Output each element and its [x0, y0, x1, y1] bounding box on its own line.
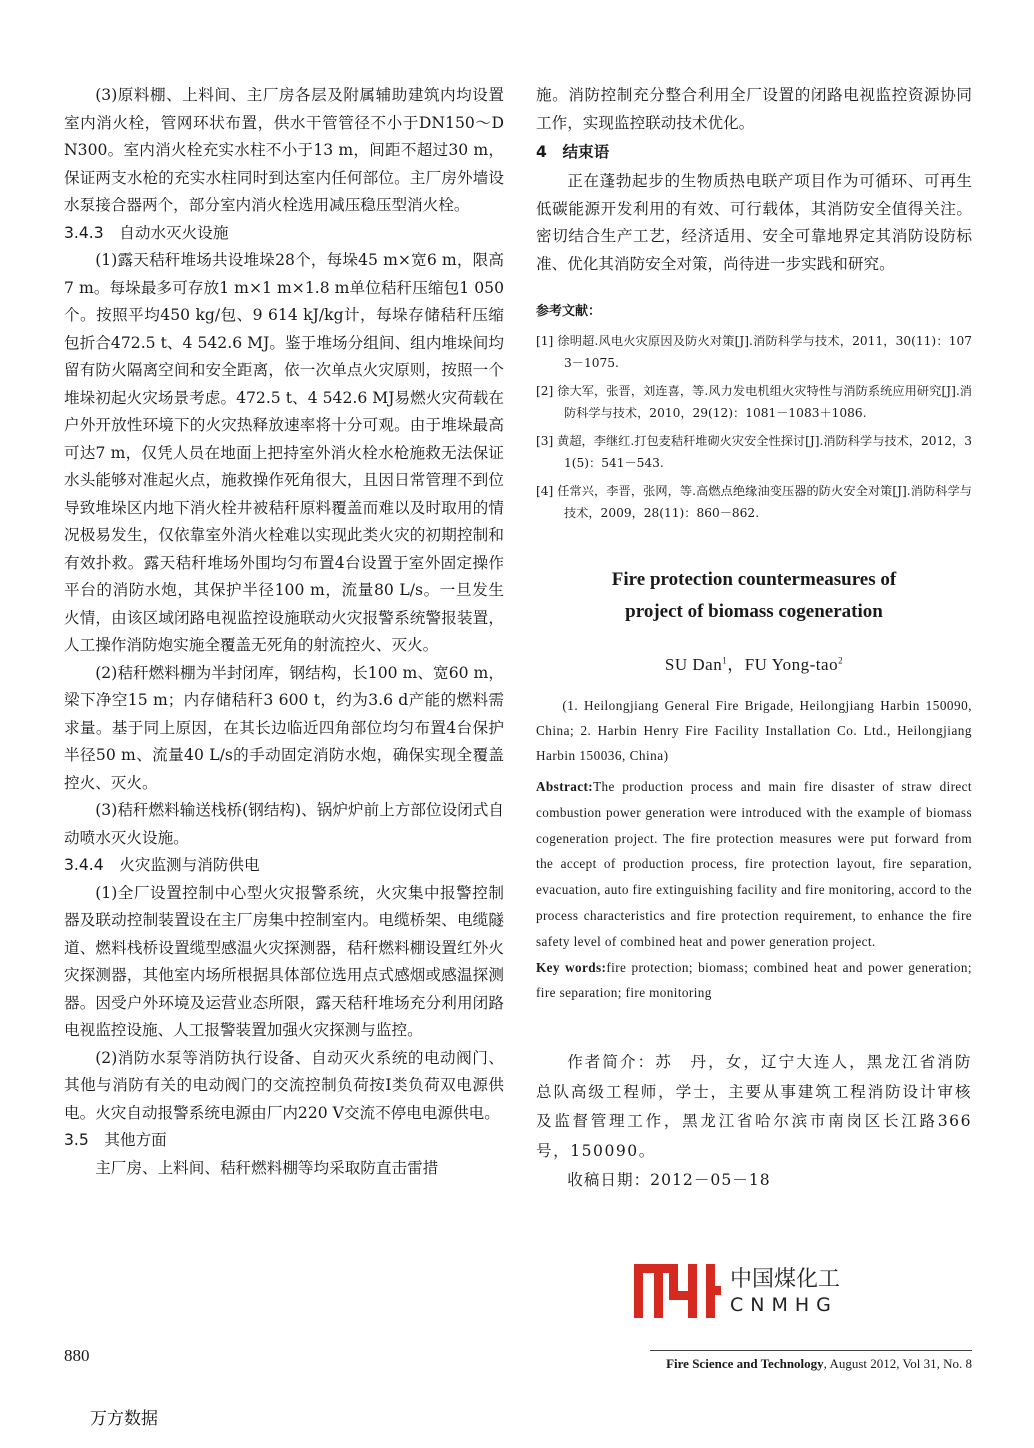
keywords-text: fire protection; biomass; combined heat and power generation; fire separation; fire monitoring	[536, 959, 972, 1001]
page-number: 880	[64, 1346, 90, 1365]
english-authors	[536, 650, 972, 675]
reference-item: [4] 任常兴，李晋，张网，等.高燃点绝缘油变压器的防火安全对策[J].消防科学与技术，2009，28(11)：860－862.	[536, 484, 972, 520]
paragraph-fuel-shed: (2)秸秆燃料棚为半封闭库，钢结构，长100 m、宽60 m，梁下净空15 m；内存储秸秆3 600 t，约为3.6 d产能的燃料需求量。基于同上原因，在其长边临近四角部位均匀布置4台保护半径50 m、流量40 L/s的手动固定消防水炮，确保实现全覆盖控火、灭火。	[64, 663, 504, 792]
footer-divider	[650, 1350, 972, 1351]
paragraph-fire-alarm: (1)全厂设置控制中心型火灾报警系统，火灾集中报警控制器及联动控制装置设在主厂房集中控制室内。电缆桥架、电缆隧道、燃料栈桥设置缆型感温火灾探测器，秸秆燃料棚设置红外火灾探测器，其他室内场所根据具体部位选用点式感烟或感温探测器。因受户外环境及运营业态所限，露天秸秆堆场充分利用闭路电视监控设施、人工报警装置加强火灾探测与监控。	[64, 883, 504, 1039]
author-bio: 作者简介：苏 丹，女，辽宁大连人，黑龙江省消防总队高级工程师，学士，主要从事建筑工程消防设计审核及监督管理工作，黑龙江省哈尔滨市南岗区长江路366号，150090。	[536, 1053, 972, 1160]
logo-text-cn: 中国煤化工	[730, 1267, 841, 1292]
author-2-affiliation-mark: 2	[838, 655, 844, 666]
abstract	[536, 774, 972, 955]
affiliations: (1. Heilongjiang General Fire Brigade, Heilongjiang Harbin 150090, China; 2. Harbin Henry Fire Facility Installation Co. Ltd., Heilongjiang Harbin 150036, China)	[536, 698, 972, 763]
paragraph-straw-yard: (1)露天秸秆堆场共设堆垛28个，每垛45 m×宽6 m，限高7 m。每垛最多可存放1 m×1 m×1.8 m单位秸秆压缩包1 050个。按照平均450 kg/包、9 614 kJ/kg计，每垛存储秸秆压缩包折合472.5 t、4 542.6 MJ。鉴于堆场分组间、组内堆垛间均留有防火隔离空间和安全距离，依一次单点火灾原则，按照一个堆垛初起火灾场景考虑。472.5 t、4 542.6 MJ易燃火灾荷载在户外开放性环境下的火灾热释放速率将十分可观。由于堆垛最高可达7 m，仅凭人员在地面上把持室外消火栓水枪施救无法保证水头能够对准起火点，施救操作死角很大，且因日常管理不到位导致堆垛区内地下消火栓井被秸秆原料覆盖而难以及时取用的情况极易发生，仅依靠室外消火栓难以实现此类火灾的初期控制和有效扑救。露天秸秆堆场外围均匀布置4台设置于室外固定操作平台的消防水炮，其保护半径100 m，流量80 L/s。一旦发生火情，由该区域闭路电视监控设施联动火灾报警系统警报装置，人工操作消防炮实施全覆盖无死角的射流控火、灭火。	[64, 251, 504, 654]
logo-text-en: CNMHG	[730, 1294, 838, 1316]
section-heading-3-4-4: 3.4.4 火灾监测与消防供电	[64, 856, 260, 874]
author-1: SU Dan	[664, 655, 723, 674]
section-heading-3-4-3: 3.4.3 自动水灭火设施	[64, 223, 229, 242]
paragraph-continuation: 施。消防控制充分整合利用全厂设置的闭路电视监控资源协同工作，实现监控联动技术优化。	[536, 86, 972, 132]
paragraph-conclusion: 正在蓬勃起步的生物质热电联产项目作为可循环、可再生低碳能源开发利用的有效、可行载体，其消防安全值得关注。密切结合生产工艺，经济适用、安全可靠地界定其消防设防标准、优化其消防安全对策，尚待进一步实践和研究。	[536, 172, 972, 273]
watermark: 万方数据	[90, 1409, 158, 1429]
paragraph-indoor-hydrants: (3)原料棚、上料间、主厂房各层及附属辅助建筑内均设置室内消火栓，管网环状布置，供水干管管径不小于DN150～DN300。室内消火栓充实水柱不小于13 m，间距不超过30 m，保证两支水枪的充实水柱同时到达室内任何部位。主厂房外墙设水泵接合器两个，部分室内消火栓选用减压稳压型消火栓。	[64, 86, 504, 214]
abstract-label: Abstract:	[536, 779, 594, 794]
keywords	[536, 955, 972, 1007]
author-separator: ，	[727, 655, 745, 674]
paragraph-sprinkler: (3)秸秆燃料输送栈桥(钢结构)、锅炉炉前上方部位设闭式自动喷水灭火设施。	[64, 801, 504, 847]
abstract-text: The production process and main fire disaster of straw direct combustion power generation were introduced with the example of biomass cogeneration project. The fire protection measures were put forward from the accept of production process, fire protection layout, fire separation, evacuation, auto fire extinguishing facility and fire monitoring, accord to the process characteristics and fire protection requirement, to enhance the fire safety level of combined heat and power generation project.	[536, 779, 972, 949]
paragraph-lightning: 主厂房、上料间、秸秆燃料棚等均采取防直击雷措	[95, 1158, 439, 1177]
reference-item: [3] 黄超，李继红.打包麦秸秆堆砌火灾安全性探讨[J].消防科学与技术，2012，31(5)：541－543.	[536, 434, 972, 470]
paragraph-power-supply: (2)消防水泵等消防执行设备、自动灭火系统的电动阀门、其他与消防有关的电动阀门的交流控制负荷按I类负荷双电源供电。火灾自动报警系统电源由厂内220 V交流不停电电源供电。	[64, 1048, 504, 1122]
section-heading-conclusion: 4 结束语	[536, 143, 610, 161]
author-2: FU Yong-tao	[744, 655, 839, 674]
author-1-affiliation-mark: 1	[722, 655, 728, 666]
english-title	[536, 564, 972, 628]
references-title: 参考文献：	[536, 304, 602, 319]
keywords-label: Key words:	[536, 959, 607, 975]
journal-name: Fire Science and Technology	[666, 1356, 824, 1371]
english-title-line-2: project of biomass cogeneration	[625, 601, 883, 622]
reference-item: [2] 徐大军，张晋，刘连喜，等.风力发电机组火灾特性与消防系统应用研究[J].消防科学与技术，2010，29(12)：1081－1083＋1086.	[536, 384, 972, 420]
journal-footer	[650, 1356, 972, 1372]
reference-item: [1] 徐明超.风电火灾原因及防火对策[J].消防科学与技术，2011，30(11)：1073－1075.	[536, 334, 972, 370]
left-column	[64, 82, 504, 1182]
journal-issue: , August 2012, Vol 31, No. 8	[823, 1356, 972, 1371]
right-column	[536, 82, 972, 1196]
english-title-line-1: Fire protection countermeasures of	[611, 569, 897, 590]
received-date: 收稿日期：2012－05－18	[567, 1171, 771, 1190]
section-heading-3-5: 3.5 其他方面	[64, 1131, 167, 1149]
